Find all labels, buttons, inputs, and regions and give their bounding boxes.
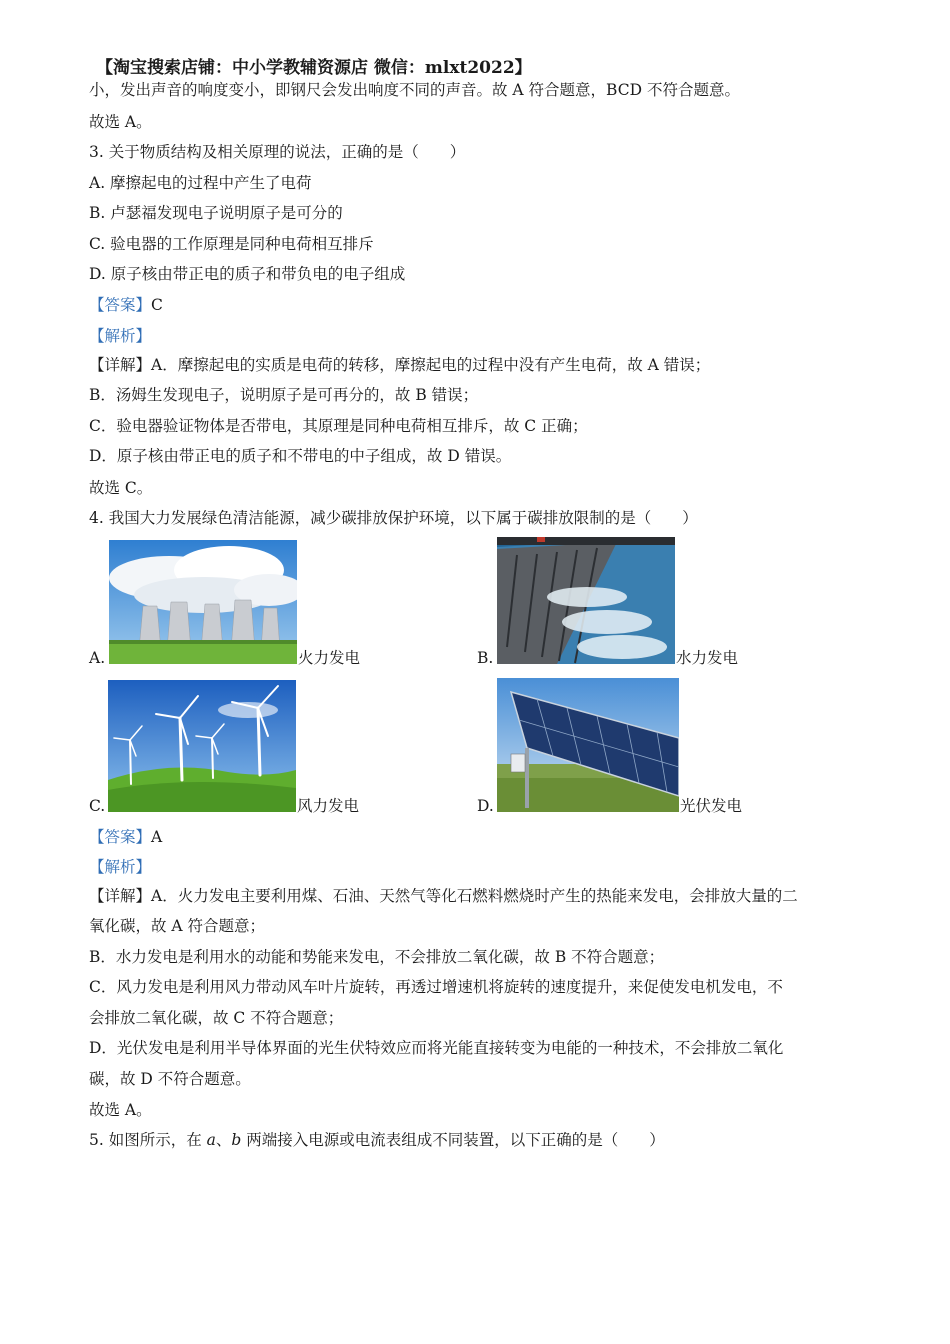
thermal-power-image <box>109 540 297 664</box>
q4-option-d-caption: 光伏发电 <box>680 797 743 815</box>
q3-analysis-tag: 【解析】 <box>89 327 152 345</box>
q4-detail-line: 【详解】A．火力发电主要利用煤、石油、天然气等化石燃料燃烧时产生的热能来发电，会排放大量的二 <box>89 887 798 905</box>
q4-detail-line: 碳，故 D 不符合题意。 <box>89 1070 251 1088</box>
answer-value: C <box>151 296 163 314</box>
answer-tag: 【答案】 <box>89 296 152 314</box>
q4-detail-line: B．水力发电是利用水的动能和势能来发电，不会排放二氧化碳，故 B 不符合题意； <box>89 948 665 966</box>
q5-stem-post: 两端接入电源或电流表组成不同装置，以下正确的是（ ） <box>241 1131 665 1149</box>
q5-stem-pre: 5. 如图所示，在 <box>89 1131 207 1149</box>
solar-power-image <box>497 678 679 812</box>
page-header: 【淘宝搜索店铺：中小学教辅资源店 微信：mlxt2022】 <box>96 58 532 78</box>
q4-option-a-caption: 火力发电 <box>298 649 361 667</box>
q4-analysis-tag: 【解析】 <box>89 858 152 876</box>
q4-answer <box>89 827 162 847</box>
q4-detail-line: D．光伏发电是利用半导体界面的光生伏特效应而将光能直接转变为电能的一种技术，不会排放二氧化 <box>89 1039 784 1057</box>
q3-detail-line: C．验电器验证物体是否带电，其原理是同种电荷相互排斥，故 C 正确； <box>89 417 588 435</box>
question-4-stem: 4. 我国大力发展绿色清洁能源，减少碳排放保护环境，以下属于碳排放限制的是（ ） <box>89 509 698 527</box>
q4-option-a-label: A. <box>89 649 106 667</box>
q3-option-b: B. 卢瑟福发现电子说明原子是可分的 <box>89 204 343 222</box>
q4-detail-line: 会排放二氧化碳，故 C 不符合题意； <box>89 1009 344 1027</box>
q3-answer <box>89 295 163 315</box>
q4-detail-line: 氧化碳，故 A 符合题意； <box>89 917 266 935</box>
q4-detail-line: C．风力发电是利用风力带动风车叶片旋转，再透过增速机将旋转的速度提升，来促使发电机发电，不 <box>89 978 783 996</box>
q3-detail-line: D．原子核由带正电的质子和不带电的中子组成，故 D 错误。 <box>89 447 512 465</box>
answer-tag: 【答案】 <box>89 828 152 846</box>
q5-sep: 、 <box>215 1131 232 1149</box>
q4-option-d-label: D. <box>477 797 494 815</box>
text-line: 故选 A。 <box>89 113 152 131</box>
text-line: 小，发出声音的响度变小，即钢尺会发出响度不同的声音。故 A 符合题意，BCD 不符合题意。 <box>89 81 740 99</box>
q3-option-c: C. 验电器的工作原理是同种电荷相互排斥 <box>89 235 374 253</box>
q3-detail-line: 故选 C。 <box>89 479 153 497</box>
q4-option-c-label: C. <box>89 797 106 815</box>
q3-option-d: D. 原子核由带正电的质子和带负电的电子组成 <box>89 265 406 283</box>
q4-option-c-caption: 风力发电 <box>297 797 360 815</box>
question-3-stem: 3. 关于物质结构及相关原理的说法，正确的是（ ） <box>89 143 466 161</box>
q4-option-b-caption: 水力发电 <box>676 649 739 667</box>
hydro-power-image <box>497 537 675 664</box>
answer-value: A <box>151 828 163 846</box>
q5-var-b: b <box>231 1131 242 1149</box>
q4-detail-line: 故选 A。 <box>89 1101 152 1119</box>
q3-detail-line: 【详解】A．摩擦起电的实质是电荷的转移，摩擦起电的过程中没有产生电荷，故 A 错误； <box>89 356 711 374</box>
q4-option-b-label: B. <box>477 649 494 667</box>
q5-var-a: a <box>206 1131 216 1149</box>
q3-detail-line: B．汤姆生发现电子，说明原子是可再分的，故 B 错误； <box>89 386 479 404</box>
wind-power-image <box>108 680 296 812</box>
q3-option-a: A. 摩擦起电的过程中产生了电荷 <box>89 174 312 192</box>
question-5-stem <box>89 1130 665 1150</box>
